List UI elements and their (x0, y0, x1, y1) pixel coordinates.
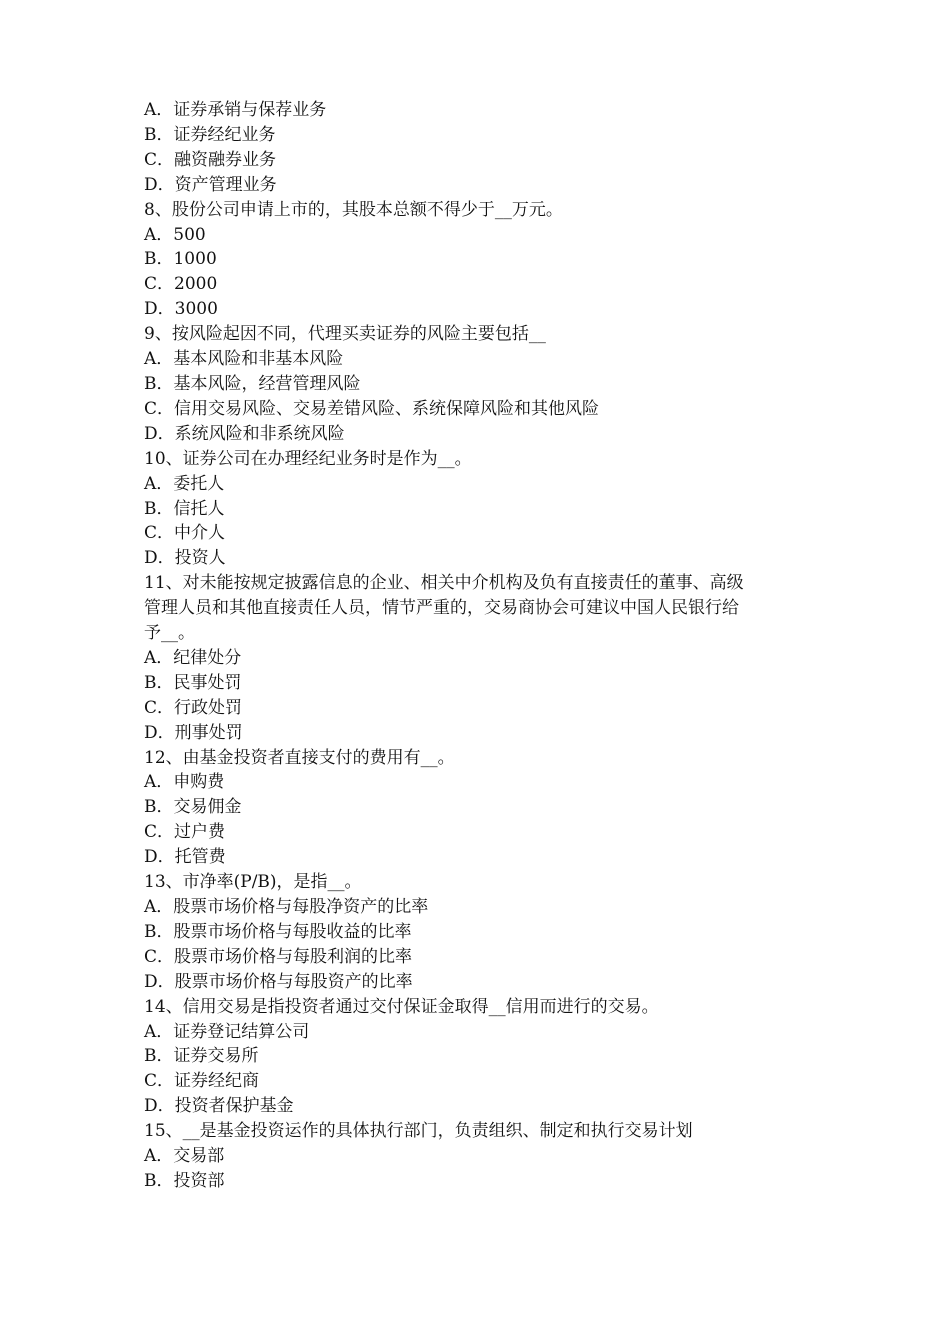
option-d: D．系统风险和非系统风险 (144, 423, 345, 444)
question-12: 12、由基金投资者直接支付的费用有__。 (144, 747, 455, 768)
option-d: D．托管费 (144, 847, 226, 868)
option-c: C．过户费 (144, 822, 226, 843)
option-b: B．证券经纪业务 (144, 124, 276, 145)
question-14: 14、信用交易是指投资者通过交付保证金取得__信用而进行的交易。 (144, 996, 659, 1017)
question-11-line-3: 予__。 (144, 623, 195, 644)
option-d: D．3000 (144, 299, 218, 320)
option-a: A．申购费 (144, 772, 225, 793)
option-b: B．股票市场价格与每股收益的比率 (144, 921, 412, 942)
option-a: A．股票市场价格与每股净资产的比率 (144, 897, 429, 917)
question-11-line-2: 管理人员和其他直接责任人员，情节严重的，交易商协会可建议中国人民银行给 (144, 598, 739, 619)
option-c: C．中介人 (144, 523, 226, 544)
document-page (144, 98, 814, 1194)
option-c: C．行政处罚 (144, 697, 243, 718)
option-b: B．信托人 (144, 498, 225, 519)
option-b: B．民事处罚 (144, 672, 242, 693)
option-a: A．证券承销与保荐业务 (144, 100, 327, 120)
option-d: D．资产管理业务 (144, 174, 277, 195)
question-9: 9、按风险起因不同，代理买卖证券的风险主要包括__ (144, 324, 546, 345)
question-8: 8、股份公司申请上市的，其股本总额不得少于__万元。 (144, 199, 563, 220)
option-b: B．交易佣金 (144, 797, 242, 818)
question-15: 15、__是基金投资运作的具体执行部门，负责组织、制定和执行交易计划 (144, 1121, 693, 1142)
option-d: D．刑事处罚 (144, 722, 243, 743)
question-10: 10、证券公司在办理经纪业务时是作为__。 (144, 448, 472, 469)
option-a: A．纪律处分 (144, 647, 242, 668)
option-a: A．证券登记结算公司 (144, 1021, 310, 1042)
option-c: C．信用交易风险、交易差错风险、系统保障风险和其他风险 (144, 398, 600, 419)
option-b: B．基本风险，经营管理风险 (144, 373, 361, 394)
option-b: B．投资部 (144, 1170, 225, 1191)
option-c: C．融资融券业务 (144, 149, 277, 170)
option-c: C．股票市场价格与每股利润的比率 (144, 946, 413, 967)
question-13: 13、市净率(P/B)，是指__。 (144, 872, 362, 893)
question-11-line-1: 11、对未能按规定披露信息的企业、相关中介机构及负有直接责任的董事、高级 (144, 573, 744, 594)
option-b: B．1000 (144, 249, 217, 270)
option-a: A．委托人 (144, 473, 225, 494)
option-c: C．证券经纪商 (144, 1071, 260, 1092)
option-b: B．证券交易所 (144, 1046, 259, 1067)
option-a: A．基本风险和非基本风险 (144, 349, 344, 370)
option-a: A．交易部 (144, 1146, 225, 1167)
option-d: D．投资者保护基金 (144, 1096, 294, 1117)
option-d: D．股票市场价格与每股资产的比率 (144, 971, 413, 992)
option-a: A．500 (144, 224, 206, 245)
option-d: D．投资人 (144, 548, 226, 569)
option-c: C．2000 (144, 274, 218, 295)
